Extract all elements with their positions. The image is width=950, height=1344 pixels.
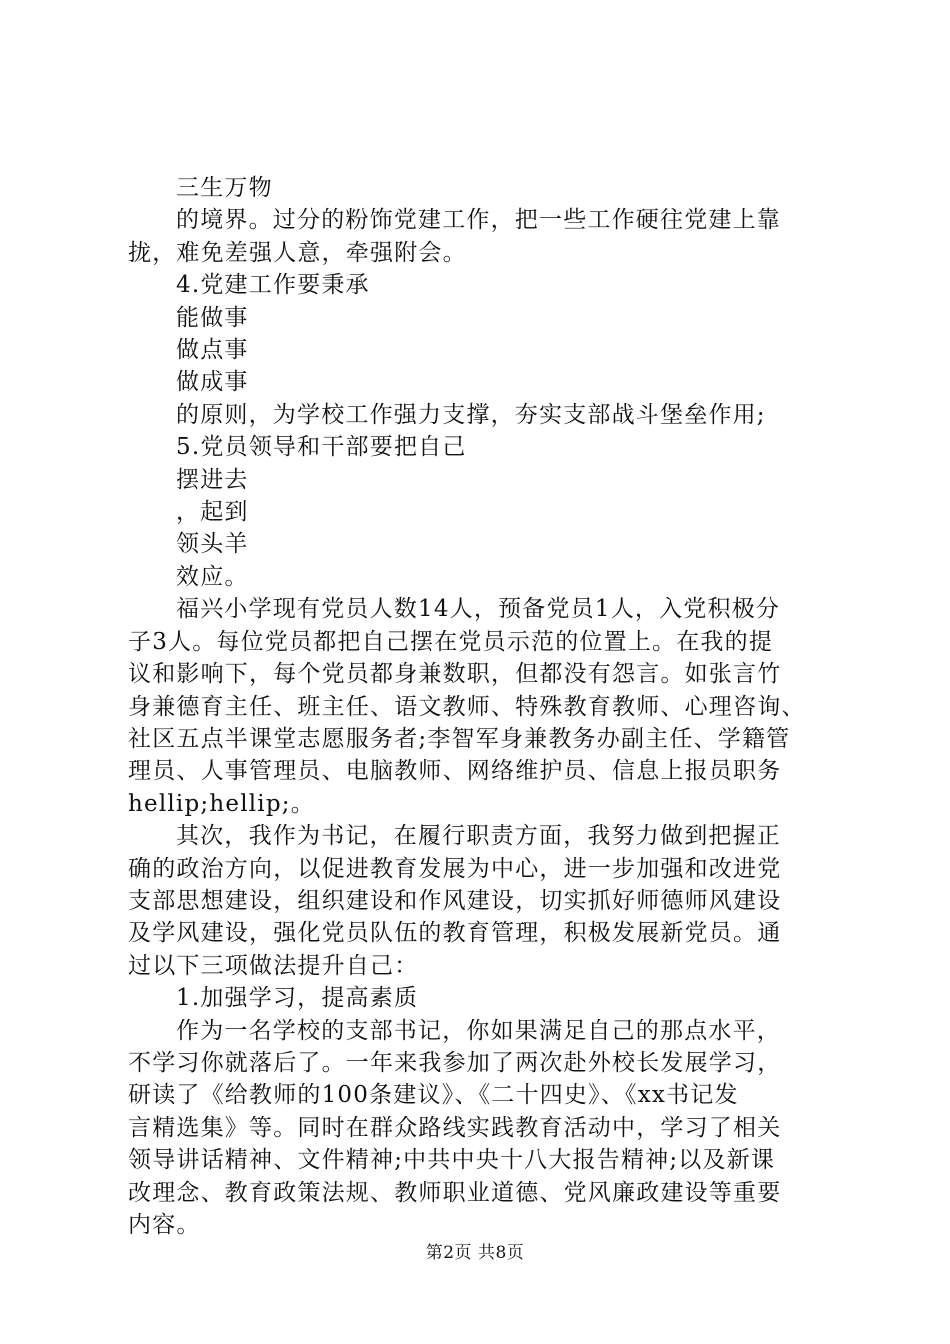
- text-line: 子3人。每位党员都把自己摆在党员示范的位置上。在我的提: [128, 628, 774, 655]
- text-line: 做点事: [176, 337, 249, 364]
- text-line: 理员、人事管理员、电脑教师、网络维护员、信息上报员职务: [128, 758, 782, 785]
- document-body: [128, 172, 828, 1241]
- text-line: 摆进去: [176, 466, 249, 493]
- text-line: 三生万物: [176, 175, 273, 201]
- text-line: 身兼德育主任、班主任、语文教师、特殊教育教师、心理咨询、: [128, 693, 806, 720]
- text-line: 4.党建工作要秉承: [176, 272, 370, 299]
- text-line: 1.加强学习，提高素质: [176, 985, 419, 1012]
- text-line: 支部思想建设，组织建设和作风建设，切实抓好师德师风建设: [128, 887, 782, 914]
- text-line: 内容。: [128, 1212, 201, 1238]
- page-footer: 第2页 共8页: [425, 1243, 525, 1263]
- text-line: ，起到: [176, 499, 249, 526]
- text-line: 能做事: [176, 304, 249, 331]
- text-line: hellip;hellip;。: [128, 790, 315, 817]
- text-line: 作为一名学校的支部书记，你如果满足自己的那点水平，: [176, 1017, 781, 1044]
- text-line: 确的政治方向，以促进教育发展为中心，进一步加强和改进党: [128, 855, 782, 882]
- text-line: 社区五点半课堂志愿服务者;李智军身兼教务办副主任、学籍管: [128, 725, 791, 752]
- text-line: 议和影响下，每个党员都身兼数职，但都没有怨言。如张言竹: [128, 661, 782, 688]
- text-line: 改理念、教育政策法规、教师职业道德、党风廉政建设等重要: [128, 1179, 782, 1206]
- text-line: 领头羊: [176, 531, 249, 558]
- text-line: 及学风建设，强化党员队伍的教育管理，积极发展新党员。通: [128, 920, 782, 947]
- text-line: 拢，难免差强人意，牵强附会。: [128, 239, 467, 266]
- text-line: 领导讲话精神、文件精神;中共中央十八大报告精神;以及新课: [128, 1147, 776, 1174]
- text-line: 效应。: [176, 563, 249, 590]
- text-line: 的原则，为学校工作强力支撑，夯实支部战斗堡垒作用;: [176, 401, 766, 428]
- text-line: 不学习你就落后了。一年来我参加了两次赴外校长发展学习，: [128, 1049, 782, 1076]
- text-line: 福兴小学现有党员人数14人，预备党员1人，入党积极分: [176, 596, 781, 623]
- text-line: 言精选集》等。同时在群众路线实践教育活动中，学习了相关: [128, 1114, 782, 1141]
- text-line: 其次，我作为书记，在履行职责方面，我努力做到把握正: [176, 823, 781, 850]
- text-line: 的境界。过分的粉饰党建工作，把一些工作硬往党建上靠: [176, 207, 781, 234]
- text-line: 过以下三项做法提升自己：: [128, 952, 419, 979]
- text-line: 5.党员领导和干部要把自己: [176, 434, 467, 461]
- text-line: 做成事: [176, 369, 249, 396]
- text-line: 研读了《给教师的100条建议》、《二十四史》、《xx书记发: [128, 1082, 739, 1109]
